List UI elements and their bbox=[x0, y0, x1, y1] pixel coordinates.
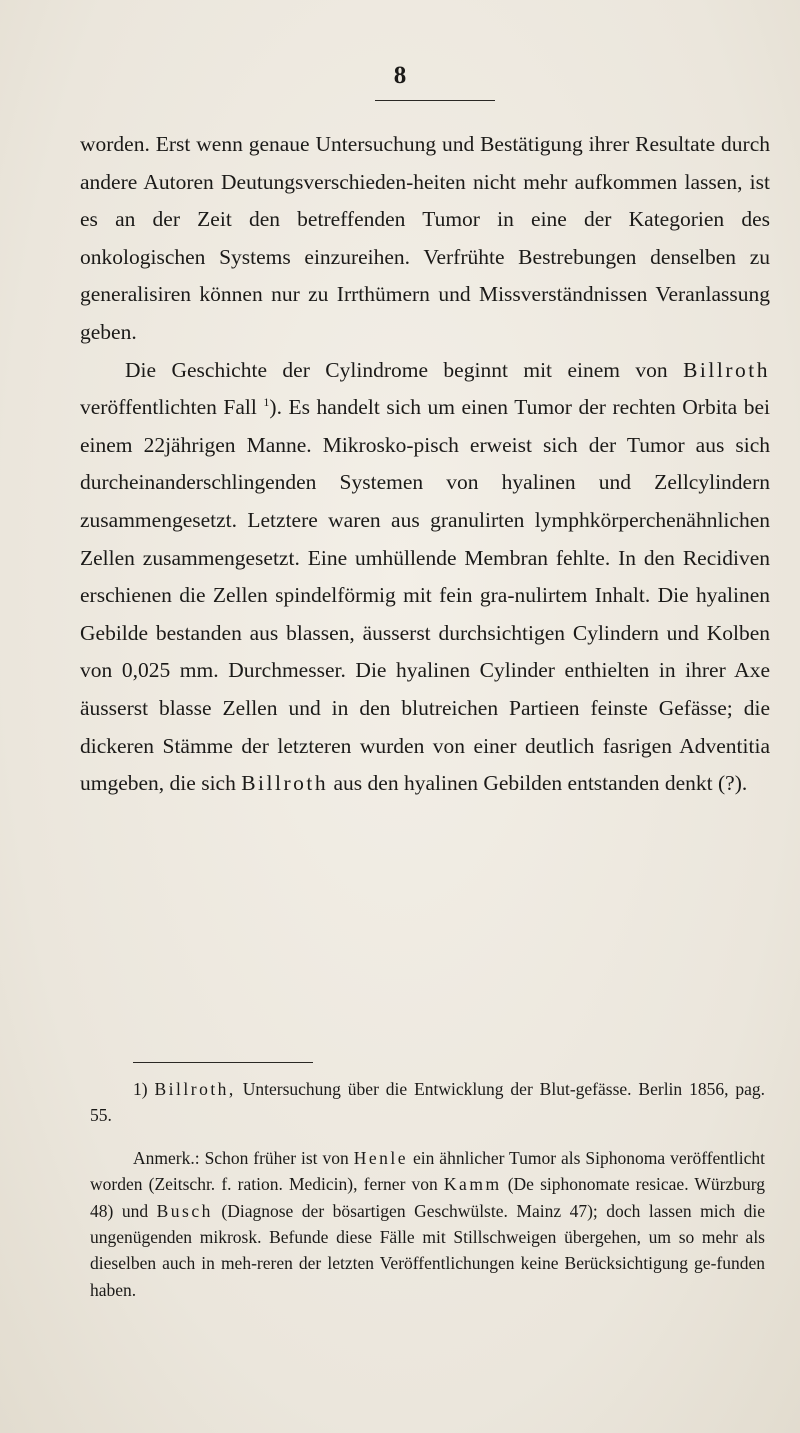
footnote-rule bbox=[133, 1062, 313, 1063]
author-name: Busch bbox=[156, 1200, 213, 1221]
page-number: 8 bbox=[393, 62, 407, 89]
annotation-text: (Diagnose der bösartigen Geschwülste. Mainz 47); doch lassen mich die ungenügenden mikrosk. Befunde diese Fälle mit Stillschweigen übergehen, um so mehr als dieselben auch in meh-reren der letzten Veröffentlichungen keine Berücksichtigung ge-funden haben. bbox=[90, 1200, 766, 1300]
main-text bbox=[80, 126, 770, 803]
annotation-text: (De siphonomate resicae. Würzburg 48) und bbox=[90, 1174, 766, 1221]
author-name: Kamm bbox=[443, 1174, 502, 1195]
paragraph-text: ). Es handelt sich um einen Tumor der rechten Orbita bei einem 22jährigen Manne. Mikrosko-pisch erweist sich der Tumor aus sich durcheinanderschlingenden Systemen von hyalinen und Zellcylindern zusammengesetzt. Letztere waren aus granulirten lymphkörperchenähnlichen Zellen zusammengesetzt. Eine umhüllende Membran fehlte. In den Recidiven erschienen die Zellen spindelförmig mit fein gra-nulirtem Inhalt. Die hyalinen Gebilde bestanden aus blassen, äusserst durchsichtigen Cylindern und Kolben von 0,025 mm. Durchmesser. Die hyalinen Cylinder enthielten in ihrer Axe äusserst blasse Zellen und in den blutreichen Partieen feinste Gefässe; die dickeren Stämme der letzteren wurden von einer deutlich fasrigen Adventitia umgeben, die sich bbox=[80, 395, 770, 796]
annotation-text: ein ähnlicher Tumor als Siphonoma veröffentlicht worden (Zeitschr. f. ration. Medicin), ferner von bbox=[90, 1147, 766, 1195]
author-name: Billroth bbox=[241, 771, 329, 796]
annotation-note bbox=[90, 1145, 765, 1303]
footnotes bbox=[90, 1076, 765, 1303]
footnote-1 bbox=[90, 1076, 765, 1129]
annotation-label: Anmerk.: bbox=[133, 1147, 200, 1168]
header-rule bbox=[375, 100, 495, 101]
annotation-text: Schon früher ist von bbox=[204, 1147, 349, 1168]
paragraph-cylindrome-history bbox=[80, 352, 770, 803]
paragraph-lead: Die Geschichte der Cylindrome beginnt mit einem von bbox=[125, 357, 668, 382]
footnote-marker: 1) bbox=[133, 1079, 148, 1099]
paragraph-text: aus den hyalinen Gebilden entstanden denkt (?). bbox=[333, 771, 748, 796]
author-name: Henle bbox=[353, 1147, 408, 1168]
footnote-author: Billroth, bbox=[154, 1079, 236, 1099]
author-name: Billroth bbox=[683, 357, 770, 382]
footnote-text: Untersuchung über die Entwicklung der Blut-gefässe. Berlin 1856, pag. 55. bbox=[90, 1079, 765, 1126]
paragraph-text: veröffentlichten Fall bbox=[80, 395, 257, 420]
paragraph-continuation: worden. Erst wenn genaue Untersuchung und Bestätigung ihrer Resultate durch andere Autoren Deutungsverschieden-heiten nicht mehr aufkommen lassen, ist es an der Zeit den betreffenden Tumor in eine der Kategorien des onkologischen Systems einzureihen. Verfrühte Bestrebungen denselben zu generalisiren können nur zu Irrthümern und Missverständnissen Veranlassung geben. bbox=[80, 132, 770, 344]
footnote-reference: 1 bbox=[263, 395, 270, 409]
